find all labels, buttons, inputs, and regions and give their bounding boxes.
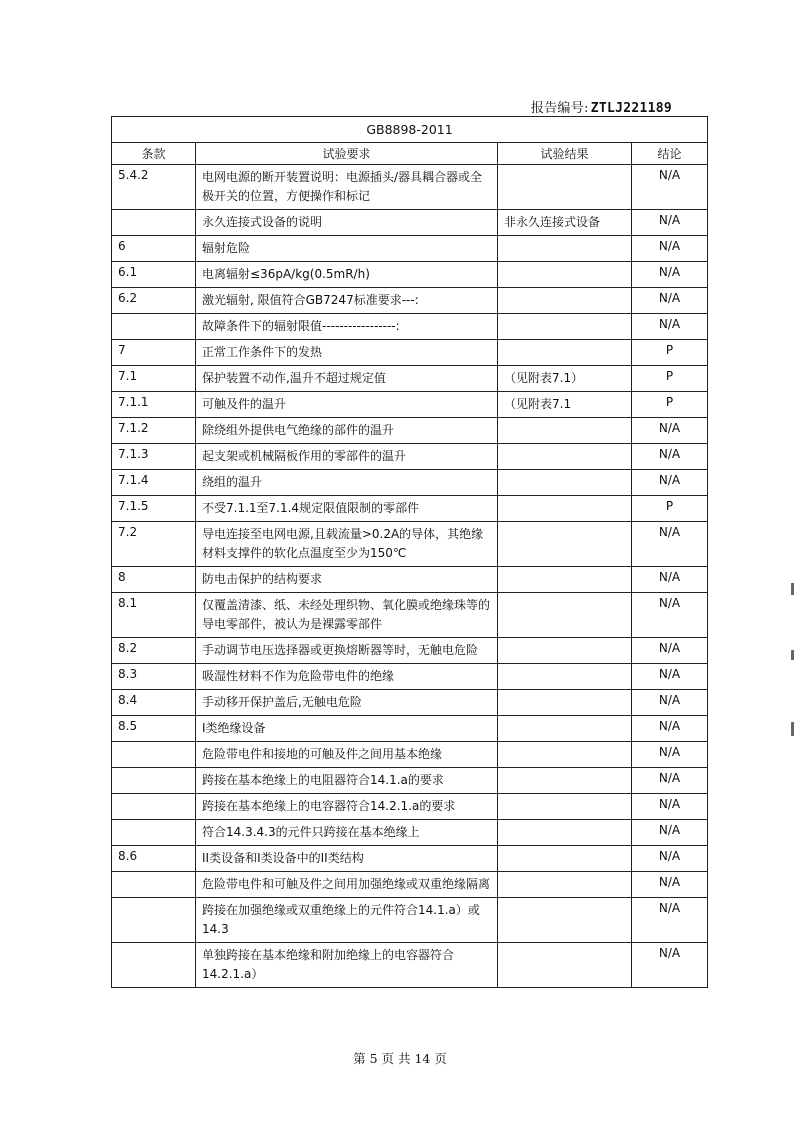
clause-cell: 8.5 bbox=[112, 716, 196, 742]
verdict-cell: N/A bbox=[632, 872, 708, 898]
clause-cell: 7.2 bbox=[112, 522, 196, 567]
clause-cell bbox=[112, 314, 196, 340]
result-cell bbox=[498, 768, 632, 794]
result-cell bbox=[498, 567, 632, 593]
result-cell bbox=[498, 820, 632, 846]
verdict-cell: N/A bbox=[632, 522, 708, 567]
table-row bbox=[112, 872, 708, 898]
result-cell bbox=[498, 664, 632, 690]
requirement-cell: 跨接在基本绝缘上的电容器符合14.2.1.a的要求 bbox=[196, 794, 498, 820]
verdict-cell: N/A bbox=[632, 288, 708, 314]
verdict-cell: N/A bbox=[632, 742, 708, 768]
requirement-cell: 可触及件的温升 bbox=[196, 392, 498, 418]
page-number: 第 5 页 共 14 页 bbox=[353, 1051, 447, 1066]
clause-cell bbox=[112, 794, 196, 820]
requirement-cell: 导电连接至电网电源,且载流量>0.2A的导体，其绝缘材料支撑件的软化点温度至少为150℃ bbox=[196, 522, 498, 567]
clause-cell: 7.1 bbox=[112, 366, 196, 392]
result-cell bbox=[498, 593, 632, 638]
requirement-cell: II类设备和I类设备中的II类结构 bbox=[196, 846, 498, 872]
clause-cell: 5.4.2 bbox=[112, 165, 196, 210]
table-row bbox=[112, 742, 708, 768]
requirement-cell: 保护装置不动作,温升不超过规定值 bbox=[196, 366, 498, 392]
table-row bbox=[112, 768, 708, 794]
result-cell bbox=[498, 943, 632, 988]
clause-cell bbox=[112, 943, 196, 988]
clause-cell: 8 bbox=[112, 567, 196, 593]
requirement-cell: 辐射危险 bbox=[196, 236, 498, 262]
clause-cell: 7.1.3 bbox=[112, 444, 196, 470]
table-row bbox=[112, 288, 708, 314]
table-row bbox=[112, 470, 708, 496]
clause-cell: 7.1.4 bbox=[112, 470, 196, 496]
clause-cell: 8.3 bbox=[112, 664, 196, 690]
result-cell: （见附表7.1） bbox=[498, 366, 632, 392]
requirement-cell: 起支架或机械隔板作用的零部件的温升 bbox=[196, 444, 498, 470]
column-header-row bbox=[112, 143, 708, 165]
report-number bbox=[531, 97, 672, 116]
report-number-label: 报告编号: bbox=[530, 101, 589, 116]
verdict-cell: P bbox=[632, 392, 708, 418]
table-row bbox=[112, 262, 708, 288]
result-cell bbox=[498, 418, 632, 444]
table-row bbox=[112, 236, 708, 262]
verdict-cell: N/A bbox=[632, 262, 708, 288]
result-cell bbox=[498, 690, 632, 716]
verdict-cell: N/A bbox=[632, 943, 708, 988]
requirement-cell: 故障条件下的辐射限值-----------------: bbox=[196, 314, 498, 340]
verdict-cell: N/A bbox=[632, 470, 708, 496]
table-row bbox=[112, 593, 708, 638]
requirement-cell: 除绕组外提供电气绝缘的部件的温升 bbox=[196, 418, 498, 444]
table-row bbox=[112, 664, 708, 690]
verdict-cell: N/A bbox=[632, 418, 708, 444]
verdict-cell: N/A bbox=[632, 444, 708, 470]
clause-cell: 7.1.2 bbox=[112, 418, 196, 444]
result-cell bbox=[498, 165, 632, 210]
clause-cell: 7.1.5 bbox=[112, 496, 196, 522]
column-header-verdict: 结论 bbox=[632, 143, 708, 165]
table-row bbox=[112, 496, 708, 522]
requirement-cell: 电离辐射≤36pA/kg(0.5mR/h) bbox=[196, 262, 498, 288]
verdict-cell: N/A bbox=[632, 664, 708, 690]
result-cell bbox=[498, 794, 632, 820]
result-cell bbox=[498, 288, 632, 314]
table-row bbox=[112, 418, 708, 444]
clause-cell: 6.1 bbox=[112, 262, 196, 288]
table-row bbox=[112, 165, 708, 210]
table-row bbox=[112, 716, 708, 742]
table-row bbox=[112, 846, 708, 872]
requirement-cell: 激光辐射, 限值符合GB7247标准要求---: bbox=[196, 288, 498, 314]
column-header-result: 试验结果 bbox=[498, 143, 632, 165]
table-row bbox=[112, 340, 708, 366]
verdict-cell: P bbox=[632, 340, 708, 366]
requirement-cell: 手动移开保护盖后,无触电危险 bbox=[196, 690, 498, 716]
result-cell: 非永久连接式设备 bbox=[498, 210, 632, 236]
result-cell bbox=[498, 742, 632, 768]
table-row bbox=[112, 366, 708, 392]
result-cell bbox=[498, 262, 632, 288]
table-row bbox=[112, 522, 708, 567]
clause-cell: 7 bbox=[112, 340, 196, 366]
result-cell bbox=[498, 470, 632, 496]
clause-cell: 8.2 bbox=[112, 638, 196, 664]
result-cell bbox=[498, 444, 632, 470]
result-cell bbox=[498, 716, 632, 742]
table-row bbox=[112, 820, 708, 846]
result-cell bbox=[498, 236, 632, 262]
verdict-cell: N/A bbox=[632, 210, 708, 236]
clause-cell: 8.4 bbox=[112, 690, 196, 716]
verdict-cell: N/A bbox=[632, 314, 708, 340]
requirement-cell: 跨接在加强绝缘或双重绝缘上的元件符合14.1.a）或14.3 bbox=[196, 898, 498, 943]
clause-cell bbox=[112, 898, 196, 943]
verdict-cell: N/A bbox=[632, 716, 708, 742]
table-row bbox=[112, 794, 708, 820]
clause-cell: 6.2 bbox=[112, 288, 196, 314]
requirement-cell: 永久连接式设备的说明 bbox=[196, 210, 498, 236]
verdict-cell: P bbox=[632, 496, 708, 522]
table-row bbox=[112, 314, 708, 340]
clause-cell: 7.1.1 bbox=[112, 392, 196, 418]
table-row bbox=[112, 392, 708, 418]
verdict-cell: N/A bbox=[632, 794, 708, 820]
result-cell bbox=[498, 314, 632, 340]
requirement-cell: 危险带电件和可触及件之间用加强绝缘或双重绝缘隔离 bbox=[196, 872, 498, 898]
column-header-requirement: 试验要求 bbox=[196, 143, 498, 165]
edge-mark-top bbox=[791, 583, 794, 595]
result-cell: （见附表7.1 bbox=[498, 392, 632, 418]
result-cell bbox=[498, 522, 632, 567]
table-row bbox=[112, 567, 708, 593]
edge-mark-bottom bbox=[791, 722, 794, 736]
verdict-cell: N/A bbox=[632, 768, 708, 794]
clause-cell: 6 bbox=[112, 236, 196, 262]
table-row bbox=[112, 210, 708, 236]
requirement-cell: 单独跨接在基本绝缘和附加绝缘上的电容器符合14.2.1.a） bbox=[196, 943, 498, 988]
verdict-cell: P bbox=[632, 366, 708, 392]
result-cell bbox=[498, 340, 632, 366]
verdict-cell: N/A bbox=[632, 567, 708, 593]
clause-cell bbox=[112, 742, 196, 768]
edge-mark-mid bbox=[791, 650, 794, 660]
requirement-cell: 危险带电件和接地的可触及件之间用基本绝缘 bbox=[196, 742, 498, 768]
verdict-cell: N/A bbox=[632, 236, 708, 262]
verdict-cell: N/A bbox=[632, 593, 708, 638]
clause-cell: 8.1 bbox=[112, 593, 196, 638]
result-cell bbox=[498, 872, 632, 898]
table-row bbox=[112, 898, 708, 943]
verdict-cell: N/A bbox=[632, 846, 708, 872]
verdict-cell: N/A bbox=[632, 690, 708, 716]
standard-title: GB8898-2011 bbox=[112, 117, 708, 143]
requirement-cell: 手动调节电压选择器或更换熔断器等时，无触电危险 bbox=[196, 638, 498, 664]
clause-cell bbox=[112, 768, 196, 794]
verdict-cell: N/A bbox=[632, 638, 708, 664]
requirement-cell: 防电击保护的结构要求 bbox=[196, 567, 498, 593]
verdict-cell: N/A bbox=[632, 165, 708, 210]
report-number-value: ZTLJ221189 bbox=[590, 101, 672, 116]
table-row bbox=[112, 690, 708, 716]
test-results-table bbox=[111, 116, 708, 988]
requirement-cell: 不受7.1.1至7.1.4规定限值限制的零部件 bbox=[196, 496, 498, 522]
clause-cell bbox=[112, 820, 196, 846]
clause-cell: 8.6 bbox=[112, 846, 196, 872]
table-row bbox=[112, 943, 708, 988]
verdict-cell: N/A bbox=[632, 820, 708, 846]
requirement-cell: 电网电源的断开装置说明：电源插头/器具耦合器或全极开关的位置，方便操作和标记 bbox=[196, 165, 498, 210]
table-row bbox=[112, 638, 708, 664]
verdict-cell: N/A bbox=[632, 898, 708, 943]
column-header-clause: 条款 bbox=[112, 143, 196, 165]
result-cell bbox=[498, 638, 632, 664]
result-cell bbox=[498, 496, 632, 522]
clause-cell bbox=[112, 872, 196, 898]
requirement-cell: 跨接在基本绝缘上的电阻器符合14.1.a的要求 bbox=[196, 768, 498, 794]
table-row bbox=[112, 444, 708, 470]
requirement-cell: 绕组的温升 bbox=[196, 470, 498, 496]
table-body bbox=[112, 165, 708, 988]
requirement-cell: 吸湿性材料不作为危险带电件的绝缘 bbox=[196, 664, 498, 690]
requirement-cell: 仅覆盖清漆、纸、未经处理织物、氧化膜或绝缘珠等的导电零部件，被认为是裸露零部件 bbox=[196, 593, 498, 638]
requirement-cell: 正常工作条件下的发热 bbox=[196, 340, 498, 366]
result-cell bbox=[498, 846, 632, 872]
requirement-cell: I类绝缘设备 bbox=[196, 716, 498, 742]
requirement-cell: 符合14.3.4.3的元件只跨接在基本绝缘上 bbox=[196, 820, 498, 846]
clause-cell bbox=[112, 210, 196, 236]
result-cell bbox=[498, 898, 632, 943]
